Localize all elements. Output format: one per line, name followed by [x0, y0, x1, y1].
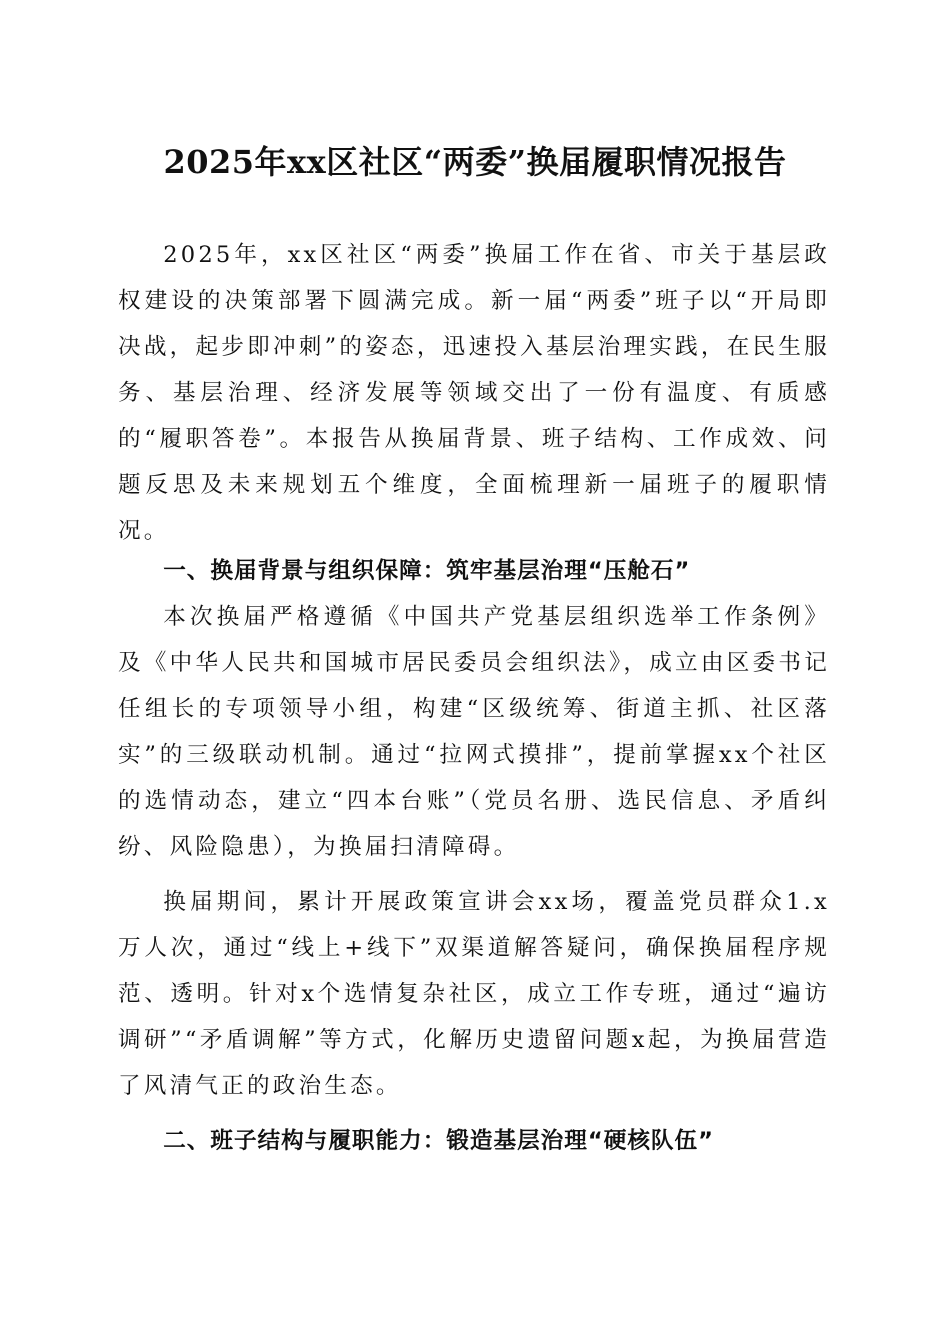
document-title: 2025年xx区社区“两委”换届履职情况报告: [163, 143, 787, 181]
intro-paragraph: 2025年，xx区社区“两委”换届工作在省、市关于基层政权建设的决策部署下圆满完成。新一届“两委”班子以“开局即决战，起步即冲刺”的姿态，迅速投入基层治理实践，在民生服务、基层治理、经济发展等领域交出了一份有温度、有质感的“履职答卷”。本报告从换届背景、班子结构、工作成效、问题反思及未来规划五个维度，全面梳理新一届班子的履职情况。: [118, 242, 830, 544]
section-1-paragraph-1: 本次换届严格遵循《中国共产党基层组织选举工作条例》及《中华人民共和国城市居民委员会组织法》，成立由区委书记任组长的专项领导小组，构建“区级统筹、街道主抓、社区落实”的三级联动机制。通过“拉网式摸排”，提前掌握xx个社区的选情动态，建立“四本台账”（党员名册、选民信息、矛盾纠纷、风险隐患），为换届扫清障碍。: [118, 604, 830, 860]
section-1-paragraph-2: 换届期间，累计开展政策宣讲会xx场，覆盖党员群众1.x万人次，通过“线上+线下”双渠道解答疑问，确保换届程序规范、透明。针对x个选情复杂社区，成立工作专班，通过“遍访调研”“矛盾调解”等方式，化解历史遗留问题x起，为换届营造了风清气正的政治生态。: [118, 889, 830, 1099]
document-body: [118, 232, 830, 1164]
section-heading-1: 一、换届背景与组织保障：筑牢基层治理“压舱石”: [163, 558, 691, 584]
section-heading-2: 二、班子结构与履职能力：锻造基层治理“硬核队伍”: [163, 1128, 714, 1154]
